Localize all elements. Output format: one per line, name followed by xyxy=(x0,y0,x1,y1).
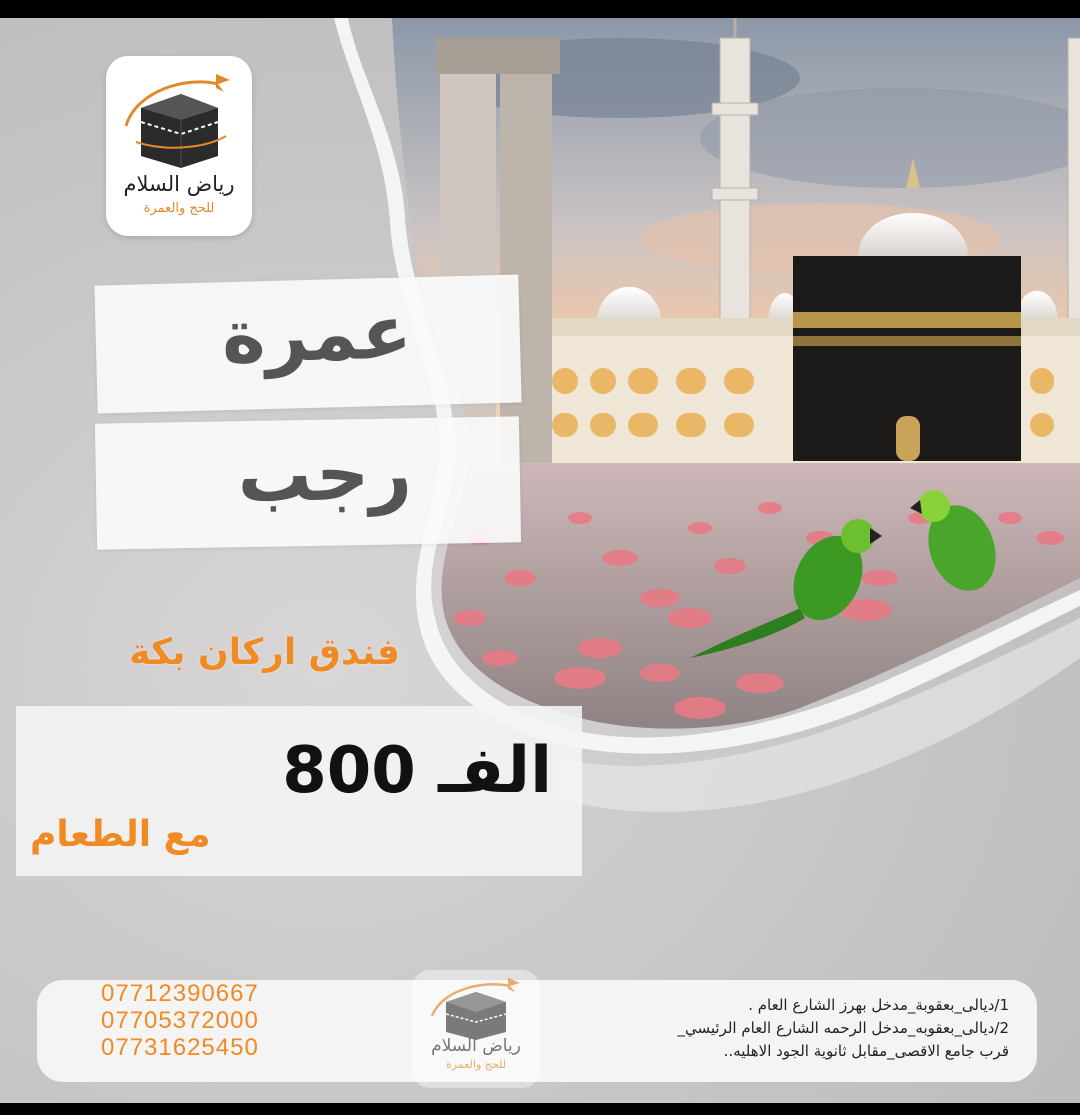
footer-logo xyxy=(412,970,540,1088)
address-line-3: قرب جامع الاقصى_مقابل ثانوية الجود الاهليه.. xyxy=(723,1042,1009,1060)
hotel-name: فندق اركان بكة xyxy=(129,632,400,673)
phone-number-1[interactable]: 07712390667 xyxy=(101,980,259,1007)
logo-name: رياض السلام xyxy=(123,172,235,196)
headline-rajab: رجب xyxy=(236,430,413,520)
logo-badge xyxy=(106,56,252,236)
headline-umrah: عمرة xyxy=(220,289,413,381)
logo-subtitle: للحج والعمرة xyxy=(143,201,215,216)
headline-box-2 xyxy=(95,416,521,549)
food-note: مع الطعام xyxy=(30,814,211,855)
footer-logo-name: رياض السلام xyxy=(431,1036,521,1056)
top-black-bar xyxy=(0,0,1080,18)
address-line-1: 1/ديالى_بعقوبة_مدخل بهرز الشارع العام . xyxy=(748,996,1009,1014)
phone-number-3[interactable]: 07731625450 xyxy=(101,1034,259,1061)
bottom-black-bar xyxy=(0,1103,1080,1115)
kaaba-plane-icon xyxy=(412,970,540,1040)
headline-box-1 xyxy=(94,274,521,413)
kaaba-plane-icon xyxy=(106,56,252,176)
price: 800 الفـ xyxy=(282,734,552,808)
contact-footer xyxy=(37,980,1037,1082)
address-list xyxy=(569,994,1009,1063)
address-line-2: 2/ديالى_بعقوبه_مدخل الرحمه الشارع العام الرئيسي_ xyxy=(677,1019,1009,1037)
poster xyxy=(0,18,1080,1103)
phone-number-2[interactable]: 07705372000 xyxy=(101,1007,259,1034)
footer-logo-subtitle: للحج والعمرة xyxy=(446,1058,506,1071)
